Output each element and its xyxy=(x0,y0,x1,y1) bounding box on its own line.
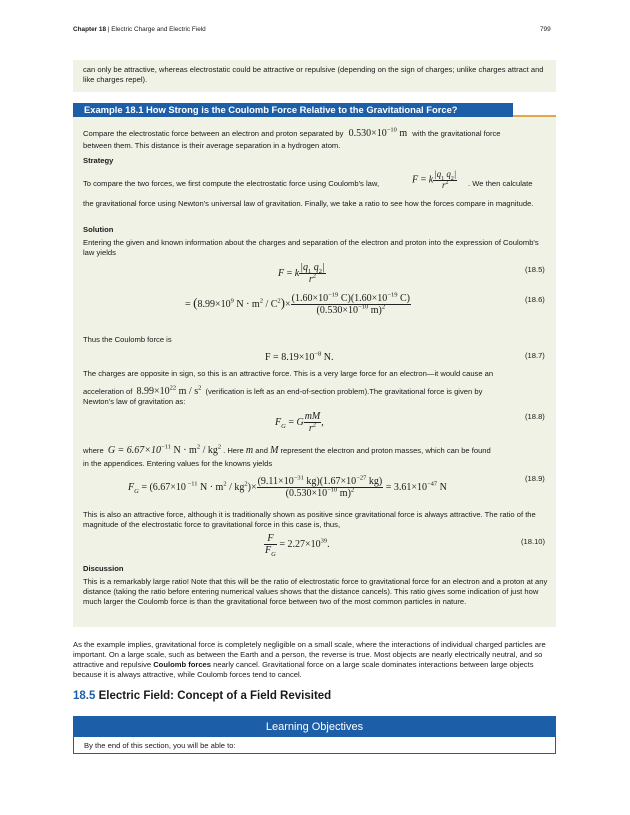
coulomb-force-value: F = 8.19×10 xyxy=(265,352,315,363)
section-number: 18.5 xyxy=(73,690,96,702)
chapter-label: Chapter 18 xyxy=(73,26,107,33)
where-here: . Here xyxy=(223,446,244,455)
separation-exponent: −10 xyxy=(386,126,397,134)
learning-objectives-intro: By the end of this section, you will be able to: xyxy=(84,741,236,750)
thus-text: Thus the Coulomb force is xyxy=(83,335,172,344)
coulomb-law-inline: F = k $\frac{|q_1 q_2|}{r^2}$ xyxy=(412,169,457,190)
where-text-d: in the appendices. Entering values for the knowns yields xyxy=(83,459,273,468)
gravitational-constant-mantissa: G = 6.67×10 xyxy=(107,445,162,456)
equation-18-9: $F_G = (6.67\times 10$ $^{-11}$ $N \cdot m^2 / kg^2)\times$ $\frac{(9.11\times 10^{-31} kg)(1.67\times 10^{-27} kg)}{(0.530\times 10^{-10} m)^2}$ = $3.61\times 10^{-47}$ N xyxy=(128,474,447,499)
solution-heading: Solution xyxy=(83,225,114,234)
body-paragraph xyxy=(73,640,556,679)
acceleration-label: acceleration of xyxy=(83,387,133,396)
acceleration-value: $8.99\times 10^{22}$ m / $s^2$ xyxy=(136,384,202,397)
equation-number-18-10: (18.10) xyxy=(521,537,546,546)
gravitational-constant-exponent: −11 xyxy=(161,443,171,451)
discussion-text: This is a remarkably large ratio! Note that this will be the ratio of electrostatic force to gravitational force for an electron and a proton at any distance (taking the ratio before entering numerical values shows that the distance cancels). This ratio gives some indication of just how much larger the Coulomb force is than the gravitational force between two of the most common particles in nature. xyxy=(83,577,548,606)
coulomb-force-unit: N. xyxy=(321,352,334,363)
page-number: 799 xyxy=(540,26,551,33)
section-title xyxy=(73,689,331,704)
equation-number-18-9: (18.9) xyxy=(525,474,545,483)
gravitational-constant: $G = 6.67\times 10^{-11}$ $N \cdot m^2 / kg^2$ xyxy=(107,443,222,456)
ratio-intro-text: This is also an attractive force, although it is traditionally shown as positive since gravitational force is always attractive. The ratio of the magnitude of the electrostatic force to gravitational force in this case is, thus, xyxy=(83,510,536,529)
opposite-charges-text-d: Newton's law of gravitation as: xyxy=(83,397,186,406)
strategy-heading: Strategy xyxy=(83,156,114,165)
acceleration-mantissa: 8.99×10 xyxy=(136,386,170,397)
equation-18-6: = ($8.99\times 10^9$ $N \cdot m^2 / C^2)\times$ $\frac{(1.60\times 10^{-19} C)(1.60\times 10^{-19} C)}{(0.530\times 10^{-10} m)^2}$ xyxy=(185,291,410,316)
header-separator: | xyxy=(106,26,112,33)
learning-objectives-box xyxy=(73,716,556,754)
example-title: Example 18.1 How Strong is the Coulomb Force Relative to the Gravitational Force? xyxy=(73,103,513,117)
gravitational-constant-unit: N · m xyxy=(173,445,197,456)
section-title-text: Electric Field: Concept of a Field Revisited xyxy=(95,690,332,702)
problem-text-b: with the gravitational force xyxy=(412,129,501,138)
equation-18-10: $\frac{F}{F_G}$ = $2.27\times 10^{39}$. xyxy=(265,533,330,558)
opposite-charges-text-c: (verification is left as an end-of-section problem).The gravitational force is given by xyxy=(205,387,483,396)
equation-number-18-7: (18.7) xyxy=(525,351,545,360)
equation-number-18-6: (18.6) xyxy=(525,295,545,304)
problem-text-c: between them. This distance is their average separation in a hydrogen atom. xyxy=(83,141,341,150)
separation-value xyxy=(349,128,408,139)
where-and: and xyxy=(255,446,268,455)
where-text-c: represent the electron and proton masses, which can be found xyxy=(280,446,491,455)
learning-objectives-heading: Learning Objectives xyxy=(74,717,555,737)
coulomb-force-exponent: −8 xyxy=(314,350,322,358)
where-line xyxy=(83,444,491,457)
equation-number-18-8: (18.8) xyxy=(525,412,545,421)
chapter-title: Electric Charge and Electric Field xyxy=(111,26,206,33)
running-header xyxy=(73,26,206,34)
strategy-text-c: the gravitational force using Newton's universal law of gravitation. Finally, we take a ratio to see how the forces compare in magnitude. xyxy=(83,199,534,208)
opposite-charges-text-a: The charges are opposite in sign, so this is an attractive force. This is a very large force for an electron—it would cause an xyxy=(83,369,494,378)
acceleration-exponent: 22 xyxy=(169,384,177,392)
problem-text-a: Compare the electrostatic force between an electron and proton separated by xyxy=(83,129,344,138)
intro-note-box xyxy=(73,60,556,92)
separation-mantissa: 0.530×10 xyxy=(348,128,387,139)
coulomb-forces-term: Coulomb forces xyxy=(153,659,212,669)
electron-mass-symbol: m xyxy=(245,445,254,456)
gravitational-force-value: = 3.61×10 xyxy=(385,481,427,493)
solution-text: Entering the given and known information about the charges and separation of the electron and proton into the expression of Coulomb's law yields xyxy=(83,238,539,257)
discussion-heading: Discussion xyxy=(83,564,124,573)
body-text-b: nearly cancel. Gravitational force on a large scale dominates interactions between large objects because it is always attractive, while Coulomb forces tend to cancel. xyxy=(73,659,534,679)
gravitational-force-exponent: −47 xyxy=(426,480,438,488)
equation-18-8: $F_G = G$ $\frac{mM}{r^2}$ , xyxy=(275,411,324,434)
where-word: where xyxy=(83,446,104,455)
example-problem-text xyxy=(83,127,548,140)
intro-note-text: can only be attractive, whereas electrostatic could be attractive or repulsive (depending on the sign of charges; unlike charges attract and like charges repel). xyxy=(83,65,544,84)
force-ratio-exponent: 39 xyxy=(320,537,328,545)
equation-18-5: F = k $\frac{|q_1 q_2|}{r^2}$ xyxy=(278,262,325,285)
separation-unit: m xyxy=(399,128,408,139)
acceleration-unit: m / s xyxy=(178,386,199,397)
equation-number-18-5: (18.5) xyxy=(525,265,545,274)
body-text-a: As the example implies, gravitational force is completely negligible on a small scale, where the interactions of individual charged particles are important. On a large scale, such as between the Earth and a person, the reverse is true. Most objects are nearly electrically neutral, and so attractive and repulsive xyxy=(73,640,546,669)
strategy-text-b: . We then calculate xyxy=(468,179,533,188)
proton-mass-symbol: M xyxy=(270,445,279,456)
strategy-text-a: To compare the two forces, we first compute the electrostatic force using Coulomb's law, xyxy=(83,179,380,188)
gravitational-force-unit: N xyxy=(437,481,447,493)
force-ratio-value: = 2.27×10 xyxy=(279,538,321,550)
equation-18-7 xyxy=(265,351,334,364)
